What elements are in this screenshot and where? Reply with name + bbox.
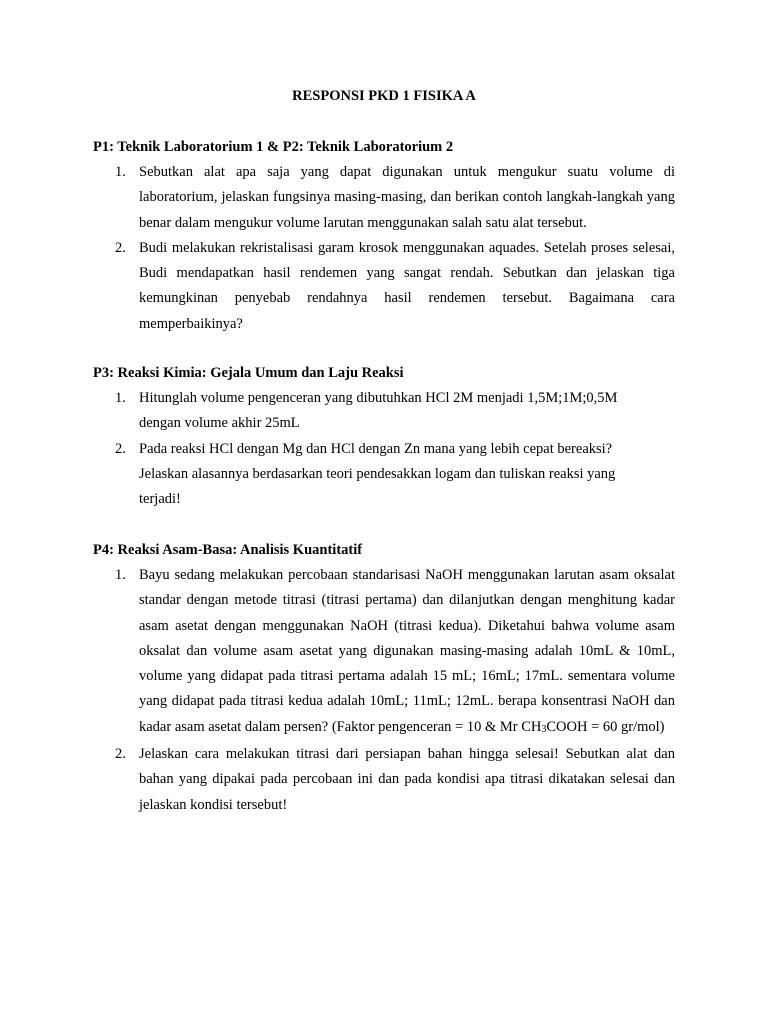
section-heading: P3: Reaksi Kimia: Gejala Umum dan Laju Reaksi: [93, 365, 404, 381]
question-item: [93, 236, 675, 337]
section-heading: P1: Teknik Laboratorium 1 & P2: Teknik Laboratorium 2: [93, 139, 454, 155]
question-list: [93, 160, 675, 337]
question-text-main: Bayu sedang melakukan percobaan standarisasi NaOH menggunakan larutan asam oksalat standar dengan metode titrasi (titrasi pertama) dan dilanjutkan dengan menghitung kadar asam asetat dengan menggunakan NaOH (titrasi kedua). Diketahui bahwa volume asam oksalat dan volume asam asetat yang digunakan masing-masing adalah 10mL & 10mL, volume yang didapat pada titrasi pertama adalah 15 mL; 16mL; 17mL. sementara volume yang didapat pada titrasi kedua adalah 10mL; 11mL; 12mL. berapa konsentrasi NaOH dan kadar asam asetat dalam persen? (Faktor pengenceran = 10 & Mr CH: [139, 567, 675, 735]
question-text: Sebutkan alat apa saja yang dapat digunakan untuk mengukur suatu volume di laboratorium, jelaskan fungsinya masing-masing, dan berikan contoh langkah-langkah yang benar dalam mengukur volume larutan menggunakan salah satu alat tersebut.: [139, 164, 675, 231]
question-text: Budi melakukan rekristalisasi garam krosok menggunakan aquades. Setelah proses selesai, Budi mendapatkan hasil rendemen yang sangat rendah. Sebutkan dan jelaskan tiga kemungkinan penyebab rendahnya hasil rendemen tersebut. Bagaimana cara memperbaikinya?: [139, 239, 675, 332]
question-list: [93, 563, 675, 818]
question-item: [93, 563, 675, 742]
subscript-text: 3: [541, 723, 547, 735]
question-text: Pada reaksi HCl dengan Mg dan HCl dengan Zn mana yang lebih cepat bereaksi? Jelaskan alasannya berdasarkan teori pendesakkan logam dan tuliskan reaksi yang terjadi!: [139, 440, 616, 508]
section-p4: [93, 540, 675, 818]
question-number: 2.: [115, 440, 126, 457]
question-item: [93, 160, 675, 236]
question-text-end: COOH = 60 gr/mol): [546, 718, 665, 735]
section-p3: [93, 363, 675, 512]
question-item: [93, 437, 675, 513]
question-number: 1.: [115, 390, 126, 406]
question-text: Hitunglah volume pengenceran yang dibutuhkan HCl 2M menjadi 1,5M;1M;0,5M dengan volume akhir 25mL: [139, 390, 618, 432]
question-item: [93, 742, 675, 818]
question-number: 2.: [115, 239, 126, 256]
section-heading: P4: Reaksi Asam-Basa: Analisis Kuantitatif: [93, 542, 363, 558]
document-title: RESPONSI PKD 1 FISIKA A: [292, 88, 476, 104]
question-item: [93, 386, 675, 437]
question-number: 1.: [115, 164, 126, 180]
question-text: [139, 563, 675, 742]
question-list: [93, 386, 675, 512]
question-number: 1.: [115, 567, 126, 583]
question-text: Jelaskan cara melakukan titrasi dari persiapan bahan hingga selesai! Sebutkan alat dan bahan yang dipakai pada percobaan ini dan pada kondisi apa titrasi dikatakan selesai dan jelaskan kondisi tersebut!: [139, 746, 675, 813]
section-p1-p2: [93, 137, 675, 337]
question-number: 2.: [115, 746, 126, 763]
